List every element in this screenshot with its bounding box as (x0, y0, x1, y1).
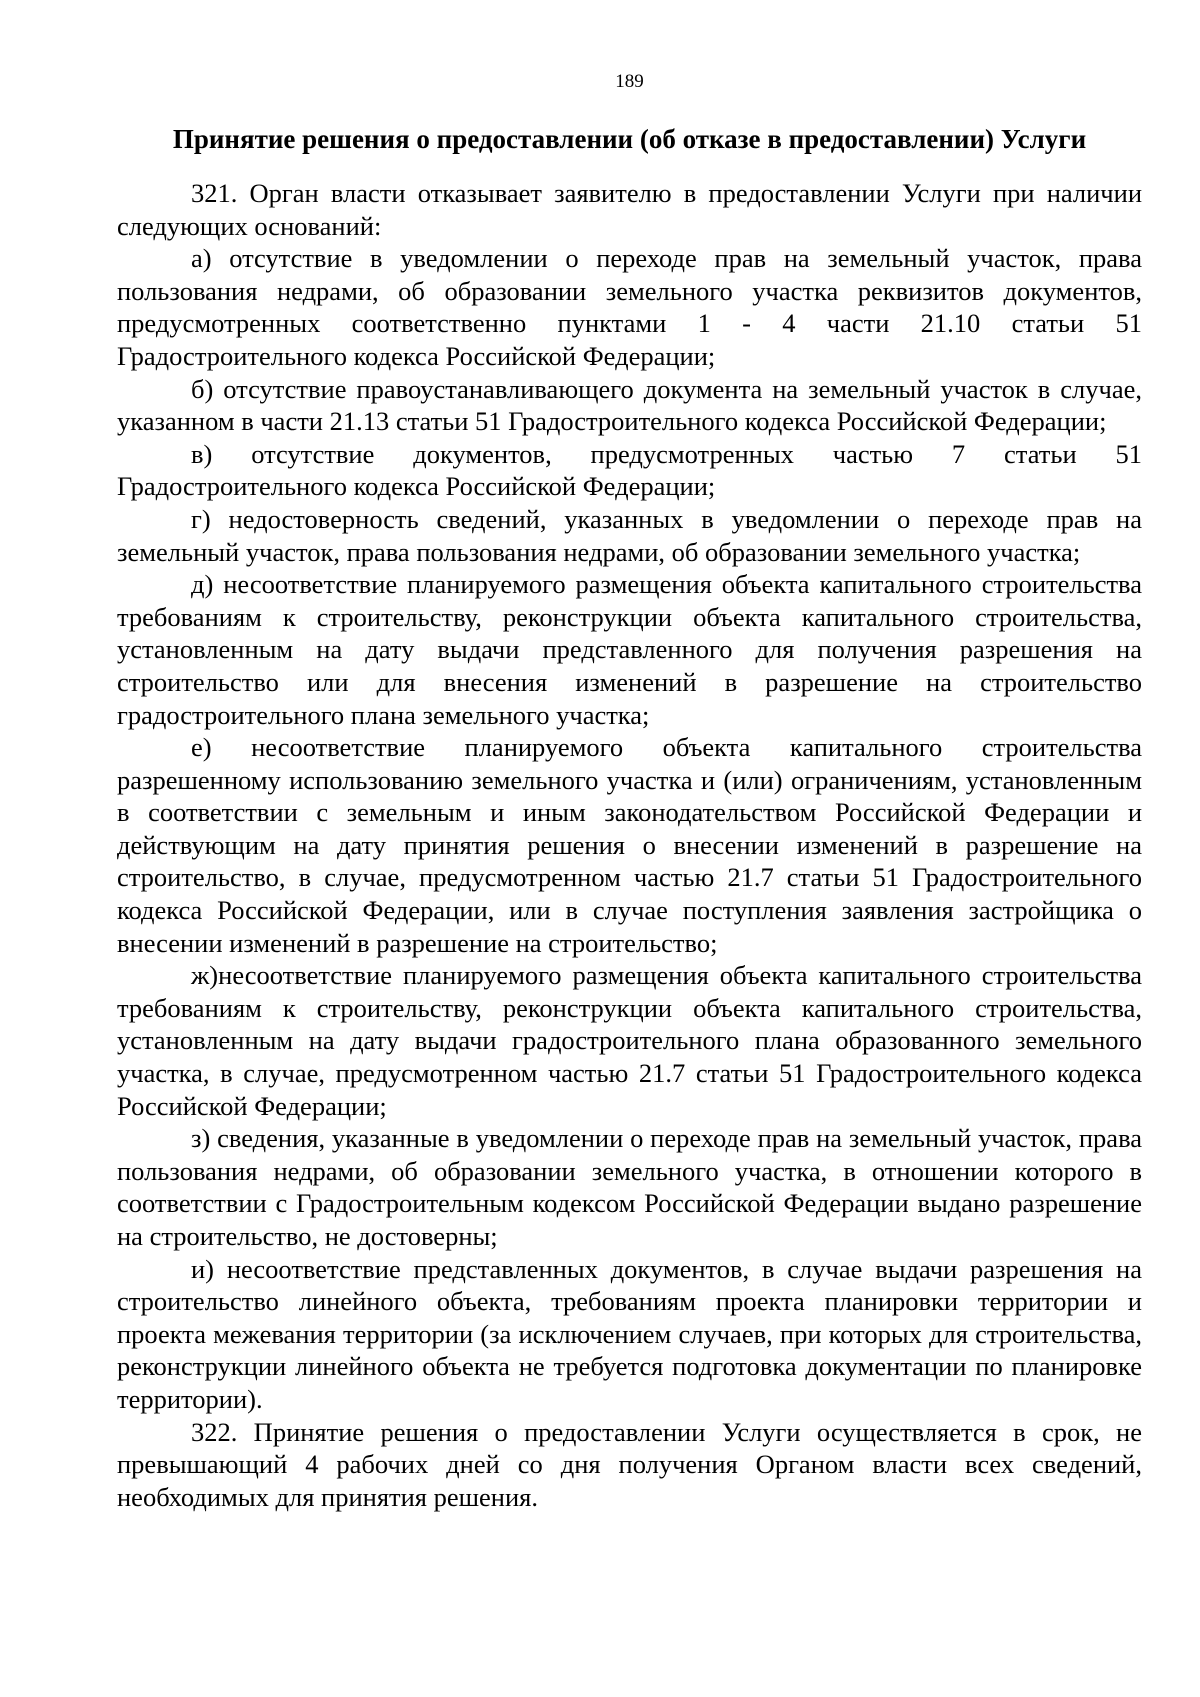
paragraph-item-z: з) сведения, указанные в уведомлении о переходе прав на земельный участок, права пользования недрами, об образовании земельного участка, в отношении которого в соответствии с Градостроительным кодексом Российской Федерации выдано разрешение на строительство, не достоверны; (117, 1123, 1142, 1251)
paragraph-item-zh: ж)несоответствие планируемого размещения объекта капитального строительства требованиям к строительству, реконструкции объекта капитального строительства, установленным на дату выдачи градостроительного плана образованного земельного участка, в случае, предусмотренном частью 21.7 статьи 51 Градостроительного кодекса Российской Федерации; (117, 960, 1142, 1121)
paragraph-item-v: в) отсутствие документов, предусмотренных частью 7 статьи 51 Градостроительного кодекса Российской Федерации; (117, 438, 1142, 502)
paragraph-321-intro: 321. Орган власти отказывает заявителю в предоставлении Услуги при наличии следующих оснований: (117, 178, 1142, 241)
paragraph-322: 322. Принятие решения о предоставлении Услуги осуществляется в срок, не превышающий 4 рабочих дней со дня получения Органом власти всех сведений, необходимых для принятия решения. (117, 1416, 1142, 1512)
paragraph-item-i: и) несоответствие представленных документов, в случае выдачи разрешения на строительство линейного объекта, требованиям проекта планировки территории и проекта межевания территории (за исключением случаев, при которых для строительства, реконструкции линейного объекта не требуется подготовка документации по планировке территории). (117, 1253, 1142, 1414)
section-heading: Принятие решения о предоставлении (об отказе в предоставлении) Услуги (172, 124, 1087, 154)
paragraph-item-b: б) отсутствие правоустанавливающего документа на земельный участок в случае, указанном в части 21.13 статьи 51 Градостроительного кодекса Российской Федерации; (117, 373, 1142, 437)
paragraph-item-d: д) несоответствие планируемого размещения объекта капитального строительства требованиям к строительству, реконструкции объекта капитального строительства, установленным на дату выдачи представленного для получения разрешения на строительство или для внесения изменений в разрешение на строительство градостроительного плана земельного участка; (117, 569, 1142, 730)
page-number: 189 (615, 71, 644, 92)
paragraph-item-g: г) недостоверность сведений, указанных в уведомлении о переходе прав на земельный участок, права пользования недрами, об образовании земельного участка; (117, 503, 1142, 567)
document-body (117, 177, 1142, 1513)
paragraph-item-e: е) несоответствие планируемого объекта капитального строительства разрешенному использованию земельного участка и (или) ограничениям, установленным в соответствии с земельным и иным законодательством Российской Федерации и действующим на дату принятия решения о внесении изменений в разрешение на строительство, в случае, предусмотренном частью 21.7 статьи 51 Градостроительного кодекса Российской Федерации, или в случае поступления заявления застройщика о внесении изменений в разрешение на строительство; (117, 732, 1142, 958)
paragraph-item-a: а) отсутствие в уведомлении о переходе прав на земельный участок, права пользования недрами, об образовании земельного участка реквизитов документов, предусмотренных соответственно пунктами 1 - 4 части 21.10 статьи 51 Градостроительного кодекса Российской Федерации; (117, 243, 1142, 371)
